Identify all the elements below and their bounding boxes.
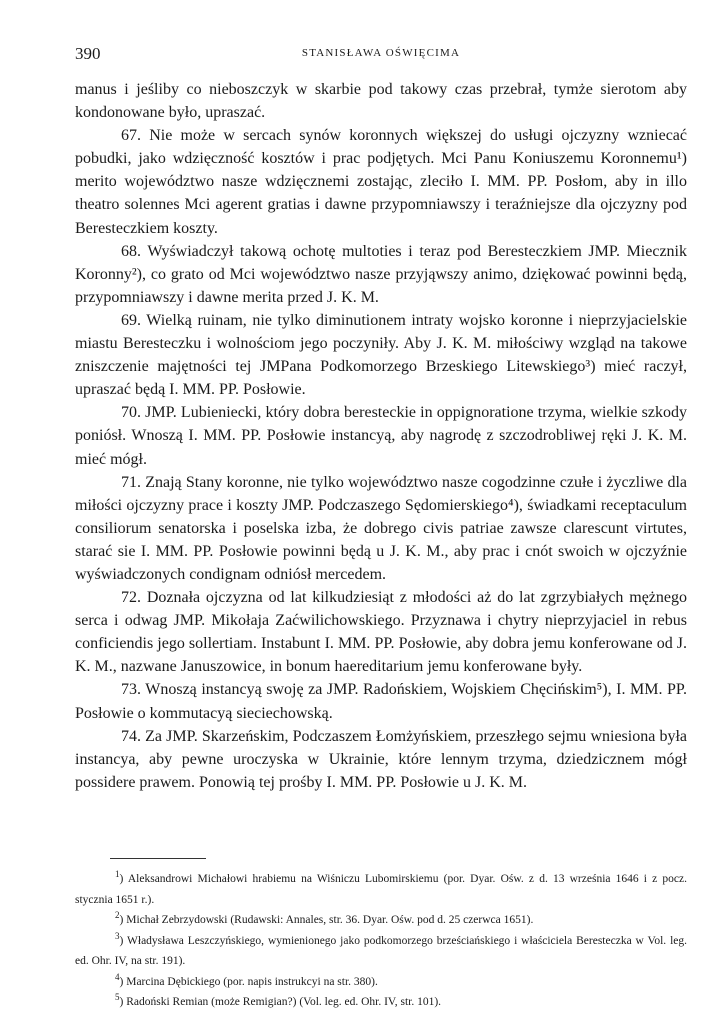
footnote-mark: 1 [115,869,120,880]
running-title: STANISŁAWA OŚWIĘCIMA [301,47,461,59]
footnote-mark: 3 [115,930,120,941]
paragraph-67: 67. Nie może w sercach synów koronnych większej do usługi ojczyzny wzniecać pobudki, jako wdzięczność kosztów i prac podjętych. Mci Panu Koniuszemu Koronnemu¹) merito województwo nasze wdzięcznemi zostając, zleciło I. MM. PP. Posłom, aby in illo theatro solennes Mci agerent gratias i dawne przypomniawszy i teraźniejsze dla ojczyzny pod Beresteczkiem koszty. [75,127,687,237]
paragraph-70: 70. JMP. Lubieniecki, który dobra beresteckie in oppignoratione trzyma, wielkie szkody poniósł. Wnoszą I. MM. PP. Posłowie instancyą, aby nagrodę z szczodrobliwej ręki J. K. M. mieć mógł. [75,404,687,468]
paragraph-continuation: manus i jeśliby co nieboszczyk w skarbie pod takowy czas przebrał, tymże sierotom aby kondonowane było, upraszać. [75,81,687,122]
footnote-mark: 5 [115,992,120,1003]
footnote-3: $^3$) Władysława Leszczyńskiego, wymienionego jako podkomorzego brześciańskiego i właściciela Beresteczka w Vol. leg. ed. Ohr. IV, na str. 191). [75,930,687,967]
paragraph-74: 74. Za JMP. Skarzeńskim, Podczaszem Łomżyńskiem, przeszłego sejmu wniesiona była instancya, aby pewne uroczyska w Ukrainie, które lennym trzyma, dziedzicznem mógł possidere prawem. Ponowią tej prośby I. MM. PP. Posłowie u J. K. M. [75,727,687,791]
footnote-text: Radoński Remian (może Remigian?) (Vol. leg. ed. Ohr. IV, str. 101). [126,996,442,1008]
footnote-4: $^4$) Marcina Dębickiego (por. napis instrukcyi na str. 380). [115,971,378,988]
footnote-text: Marcina Dębickiego (por. napis instrukcyi na str. 380). [126,975,378,988]
footnote-text: Michał Zebrzydowski (Rudawski: Annales, str. 36. Dyar. Ośw. pod d. 25 czerwca 1651). [126,914,534,926]
paragraph-69: 69. Wielką ruinam, nie tylko diminutionem intraty wojsko koronne i nieprzyjacielskie miastu Beresteczku i wolnościom jego poczyniły. Aby J. K. M. miłościwy wzgląd na takowe zniszczenie majętności tej JMPana Podkomorzego Brzeskiego Litewskiego³) mieć raczył, upraszać będą I. MM. PP. Posłowie. [75,311,687,399]
paragraph-72: 72. Doznała ojczyzna od lat kilkudziesiąt z młodości aż do lat zgrzybiałych mężnego serca i odwag JMP. Mikołaja Zaćwilichowskiego. Przyznawa i chytry nieprzyjaciel in rebus conficiendis jego sollertiam. Instabunt I. MM. PP. Posłowie, aby dobra jemu konferowane od J. K. M., nazwane Januszowice, in bonum haereditarium jemu konferowane były. [75,589,687,676]
page-header [75,44,687,66]
footnote-text: Aleksandrowi Michałowi hrabiemu na Wiśniczu Lubomirskiemu (por. Dyar. Ośw. z d. 13 września 1646 i z pocz. stycznia 1651 r.). [75,873,687,906]
footnote-2: $^2$) Michał Zebrzydowski (Rudawski: Annales, str. 36. Dyar. Ośw. pod d. 25 czerwca 1651). [115,910,534,926]
footnote-5: $^5$) Radoński Remian (może Remigian?) (Vol. leg. ed. Ohr. IV, str. 101). [115,992,442,1008]
footnote-mark: 4 [115,971,120,982]
footnote-mark: 2 [115,910,120,921]
footnote-rule [110,858,206,859]
footnotes [75,869,687,1013]
footnote-text: Władysława Leszczyńskiego, wymienionego jako podkomorzego brześciańskiego i właściciela Beresteczka w Vol. leg. ed. Ohr. IV, na str. 191). [75,934,687,967]
main-text [75,78,687,794]
paragraph-68: 68. Wyświadczył takową ochotę multoties i teraz pod Beresteczkiem JMP. Miecznik Koronny²), co grato od Mci województwo nasze przyjąwszy animo, dziękować powinni będą, przypomniawszy i dawne merita przed J. K. M. [75,242,687,306]
paragraph-71: 71. Znają Stany koronne, nie tylko województwo nasze cogodzinne czułe i życzliwe dla miłości ojczyzny prace i koszty JMP. Podczaszego Sędomierskiego⁴), świadkami receptaculum consiliorum senatorska i poselska izba, że dobrego civis patriae zawsze clarescunt virtutes, starać sie I. MM. PP. Posłowie powinni będą u J. K. M., aby prac i cnót swoich w ojczyźnie wyświadczonych condignam odniósł mercedem. [75,473,687,583]
footnote-1: $^1$) Aleksandrowi Michałowi hrabiemu na Wiśniczu Lubomirskiemu (por. Dyar. Ośw. z d. 13 września 1646 i z pocz. stycznia 1651 r.). [75,869,687,906]
paragraph-73: 73. Wnoszą instancyą swoję za JMP. Radońskiem, Wojskiem Chęcińskim⁵), I. MM. PP. Posłowie o kommutacyą sieciechowską. [75,681,687,722]
page-number: 390 [75,44,101,63]
